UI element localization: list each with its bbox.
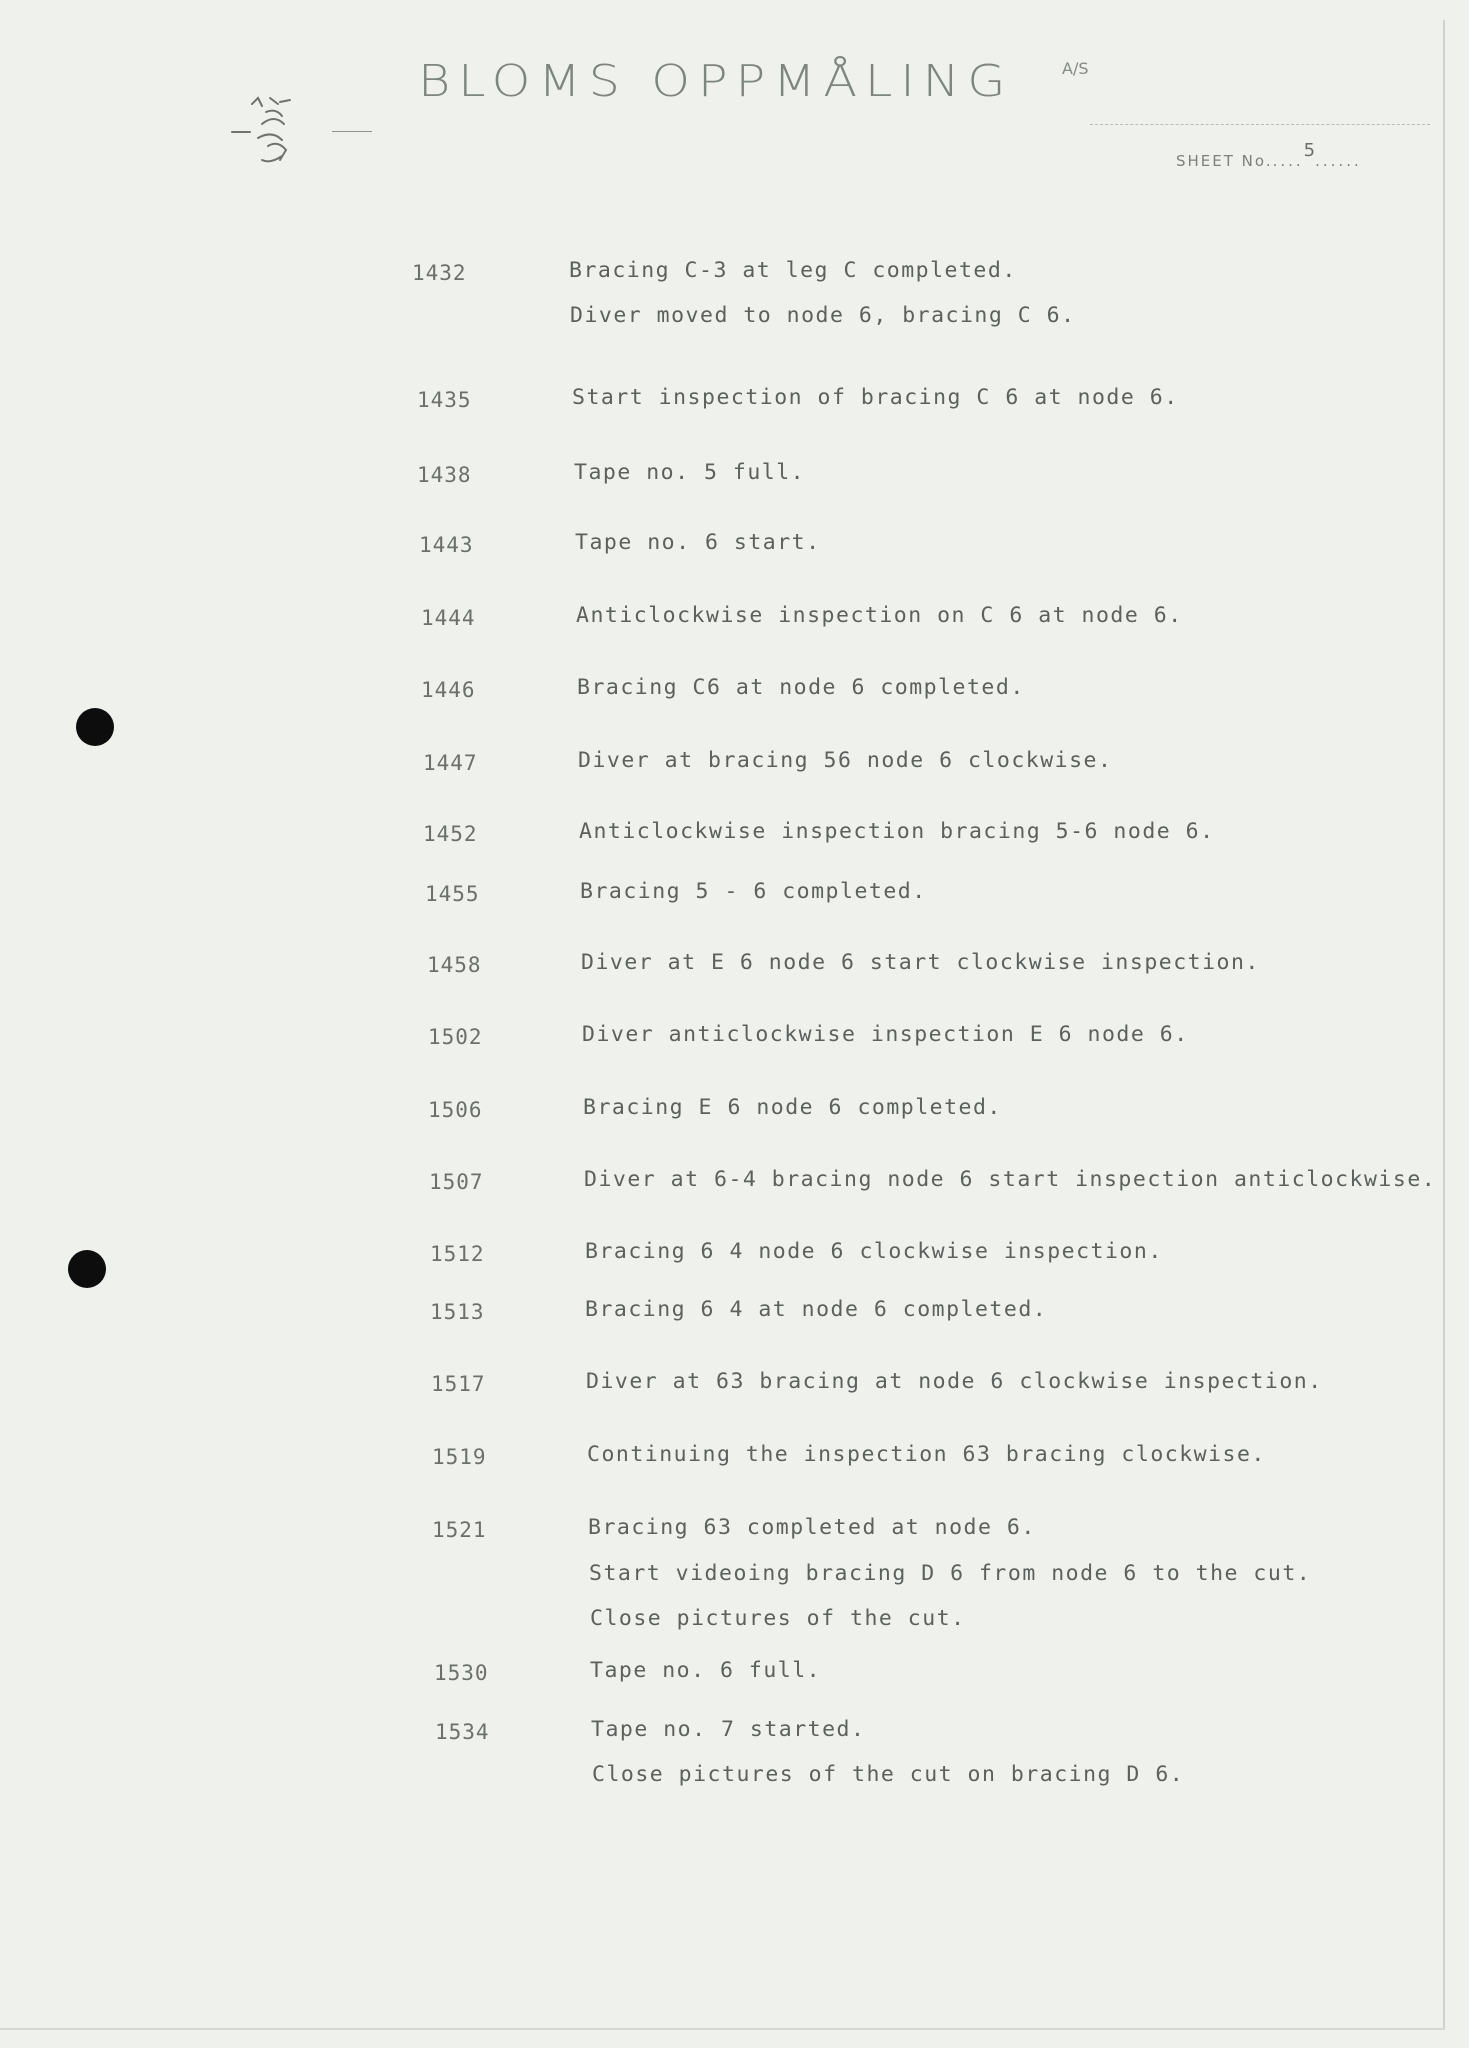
log-time: 1447 bbox=[423, 751, 478, 775]
log-time: 1513 bbox=[430, 1300, 485, 1324]
log-text: Bracing C6 at node 6 completed. bbox=[577, 675, 1025, 700]
log-time: 1507 bbox=[429, 1170, 484, 1194]
sheet-number-value: 5 bbox=[1303, 140, 1316, 161]
log-text: Close pictures of the cut on bracing D 6. bbox=[592, 1762, 1185, 1787]
log-text: Tape no. 7 started. bbox=[591, 1717, 866, 1742]
log-time: 1452 bbox=[423, 822, 478, 846]
sheet-edge bbox=[0, 2028, 1445, 2030]
log-text: Start videoing bracing D 6 from node 6 to the cut. bbox=[589, 1561, 1312, 1586]
sheet-edge bbox=[1443, 20, 1445, 2030]
log-text: Diver anticlockwise inspection E 6 node 6. bbox=[582, 1022, 1189, 1047]
log-time: 1443 bbox=[419, 533, 474, 557]
header-rule bbox=[1090, 124, 1430, 125]
log-text: Tape no. 6 start. bbox=[575, 530, 821, 555]
log-time: 1530 bbox=[434, 1661, 489, 1685]
header-rule bbox=[332, 131, 372, 132]
log-time: 1534 bbox=[435, 1720, 490, 1744]
letterhead-suffix: A/S bbox=[1062, 59, 1089, 78]
log-text: Diver at 63 bracing at node 6 clockwise inspection. bbox=[586, 1369, 1323, 1394]
log-time: 1455 bbox=[425, 882, 480, 906]
log-time: 1432 bbox=[412, 261, 467, 285]
log-time: 1519 bbox=[432, 1445, 487, 1469]
log-text: Bracing E 6 node 6 completed. bbox=[583, 1095, 1002, 1120]
company-logo-icon bbox=[222, 94, 332, 184]
log-time: 1444 bbox=[421, 606, 476, 630]
log-time: 1502 bbox=[428, 1025, 483, 1049]
sheet-number-field: SHEET No.....5...... bbox=[1176, 140, 1362, 170]
log-time: 1435 bbox=[417, 388, 472, 412]
log-text: Diver moved to node 6, bracing C 6. bbox=[570, 303, 1076, 328]
log-text: Start inspection of bracing C 6 at node 6. bbox=[572, 385, 1179, 410]
log-text: Bracing 6 4 node 6 clockwise inspection. bbox=[585, 1239, 1163, 1264]
log-text: Bracing 6 4 at node 6 completed. bbox=[585, 1297, 1048, 1322]
log-text: Bracing 5 - 6 completed. bbox=[580, 879, 927, 904]
letterhead-title: BLOMS OPPMÅLING bbox=[418, 56, 1014, 107]
log-text: Bracing 63 completed at node 6. bbox=[588, 1515, 1036, 1540]
log-time: 1446 bbox=[421, 678, 476, 702]
log-text: Continuing the inspection 63 bracing clockwise. bbox=[587, 1442, 1266, 1467]
log-text: Anticlockwise inspection on C 6 at node 6. bbox=[576, 603, 1183, 628]
log-text: Diver at 6-4 bracing node 6 start inspection anticlockwise. bbox=[584, 1167, 1437, 1192]
log-time: 1506 bbox=[428, 1098, 483, 1122]
log-time: 1512 bbox=[430, 1242, 485, 1266]
log-text: Bracing C-3 at leg C completed. bbox=[569, 258, 1017, 283]
punch-hole bbox=[76, 708, 114, 746]
log-time: 1517 bbox=[431, 1372, 486, 1396]
log-time: 1438 bbox=[417, 463, 472, 487]
log-text: Tape no. 5 full. bbox=[574, 460, 806, 485]
log-text: Close pictures of the cut. bbox=[590, 1606, 966, 1631]
sheet-number-label: SHEET No. bbox=[1176, 152, 1273, 170]
punch-hole bbox=[68, 1250, 106, 1288]
log-text: Tape no. 6 full. bbox=[590, 1658, 822, 1683]
log-time: 1521 bbox=[432, 1518, 487, 1542]
log-text: Diver at bracing 56 node 6 clockwise. bbox=[578, 748, 1113, 773]
log-text: Anticlockwise inspection bracing 5-6 node 6. bbox=[579, 819, 1215, 844]
log-time: 1458 bbox=[427, 953, 482, 977]
log-text: Diver at E 6 node 6 start clockwise inspection. bbox=[581, 950, 1260, 975]
